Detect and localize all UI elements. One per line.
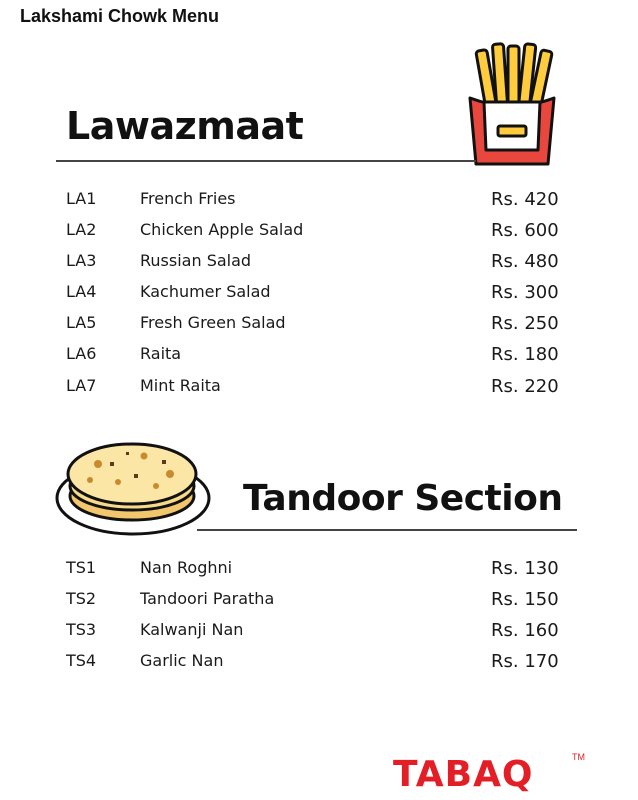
french-fries-icon bbox=[462, 40, 562, 168]
item-price: Rs. 220 bbox=[491, 376, 559, 397]
item-name: Tandoori Paratha bbox=[140, 589, 275, 608]
item-code: TS1 bbox=[66, 558, 97, 577]
menu-item bbox=[0, 282, 638, 310]
menu-item bbox=[0, 344, 638, 372]
menu-item bbox=[0, 220, 638, 248]
item-code: TS2 bbox=[66, 589, 97, 608]
item-price: Rs. 250 bbox=[491, 313, 559, 334]
item-code: LA5 bbox=[66, 313, 97, 332]
item-price: Rs. 150 bbox=[491, 589, 559, 610]
item-name: Nan Roghni bbox=[140, 558, 233, 577]
section-divider bbox=[197, 529, 577, 531]
item-code: LA4 bbox=[66, 282, 97, 301]
menu-item bbox=[0, 620, 638, 648]
page-title: Lakshami Chowk Menu bbox=[20, 6, 220, 26]
item-price: Rs. 160 bbox=[491, 620, 559, 641]
naan-bread-icon bbox=[52, 430, 214, 538]
section-heading-tandoor: Tandoor Section bbox=[243, 478, 563, 519]
item-code: LA1 bbox=[66, 189, 97, 208]
item-code: LA2 bbox=[66, 220, 97, 239]
item-name: Mint Raita bbox=[140, 376, 221, 395]
menu-item bbox=[0, 589, 638, 617]
item-name: Russian Salad bbox=[140, 251, 252, 270]
item-price: Rs. 130 bbox=[491, 558, 559, 579]
item-code: LA3 bbox=[66, 251, 97, 270]
item-price: Rs. 180 bbox=[491, 344, 559, 365]
menu-item bbox=[0, 189, 638, 217]
item-name: Fresh Green Salad bbox=[140, 313, 286, 332]
menu-item bbox=[0, 313, 638, 341]
item-name: Kachumer Salad bbox=[140, 282, 271, 301]
menu-item bbox=[0, 251, 638, 279]
item-code: LA7 bbox=[66, 376, 97, 395]
section-heading-lawazmaat: Lawazmaat bbox=[66, 104, 304, 148]
item-price: Rs. 170 bbox=[491, 651, 559, 672]
trademark-mark: TM bbox=[572, 752, 585, 762]
item-name: Garlic Nan bbox=[140, 651, 224, 670]
item-name: Raita bbox=[140, 344, 182, 363]
menu-item bbox=[0, 558, 638, 586]
section-divider bbox=[56, 160, 476, 162]
item-price: Rs. 420 bbox=[491, 189, 559, 210]
item-code: TS4 bbox=[66, 651, 97, 670]
item-price: Rs. 480 bbox=[491, 251, 559, 272]
item-price: Rs. 300 bbox=[491, 282, 559, 303]
item-name: French Fries bbox=[140, 189, 236, 208]
tabaq-logo: TABAQ bbox=[393, 754, 534, 795]
item-price: Rs. 600 bbox=[491, 220, 559, 241]
item-name: Kalwanji Nan bbox=[140, 620, 244, 639]
item-code: LA6 bbox=[66, 344, 97, 363]
item-code: TS3 bbox=[66, 620, 97, 639]
menu-item bbox=[0, 651, 638, 679]
item-name: Chicken Apple Salad bbox=[140, 220, 304, 239]
menu-item bbox=[0, 376, 638, 404]
